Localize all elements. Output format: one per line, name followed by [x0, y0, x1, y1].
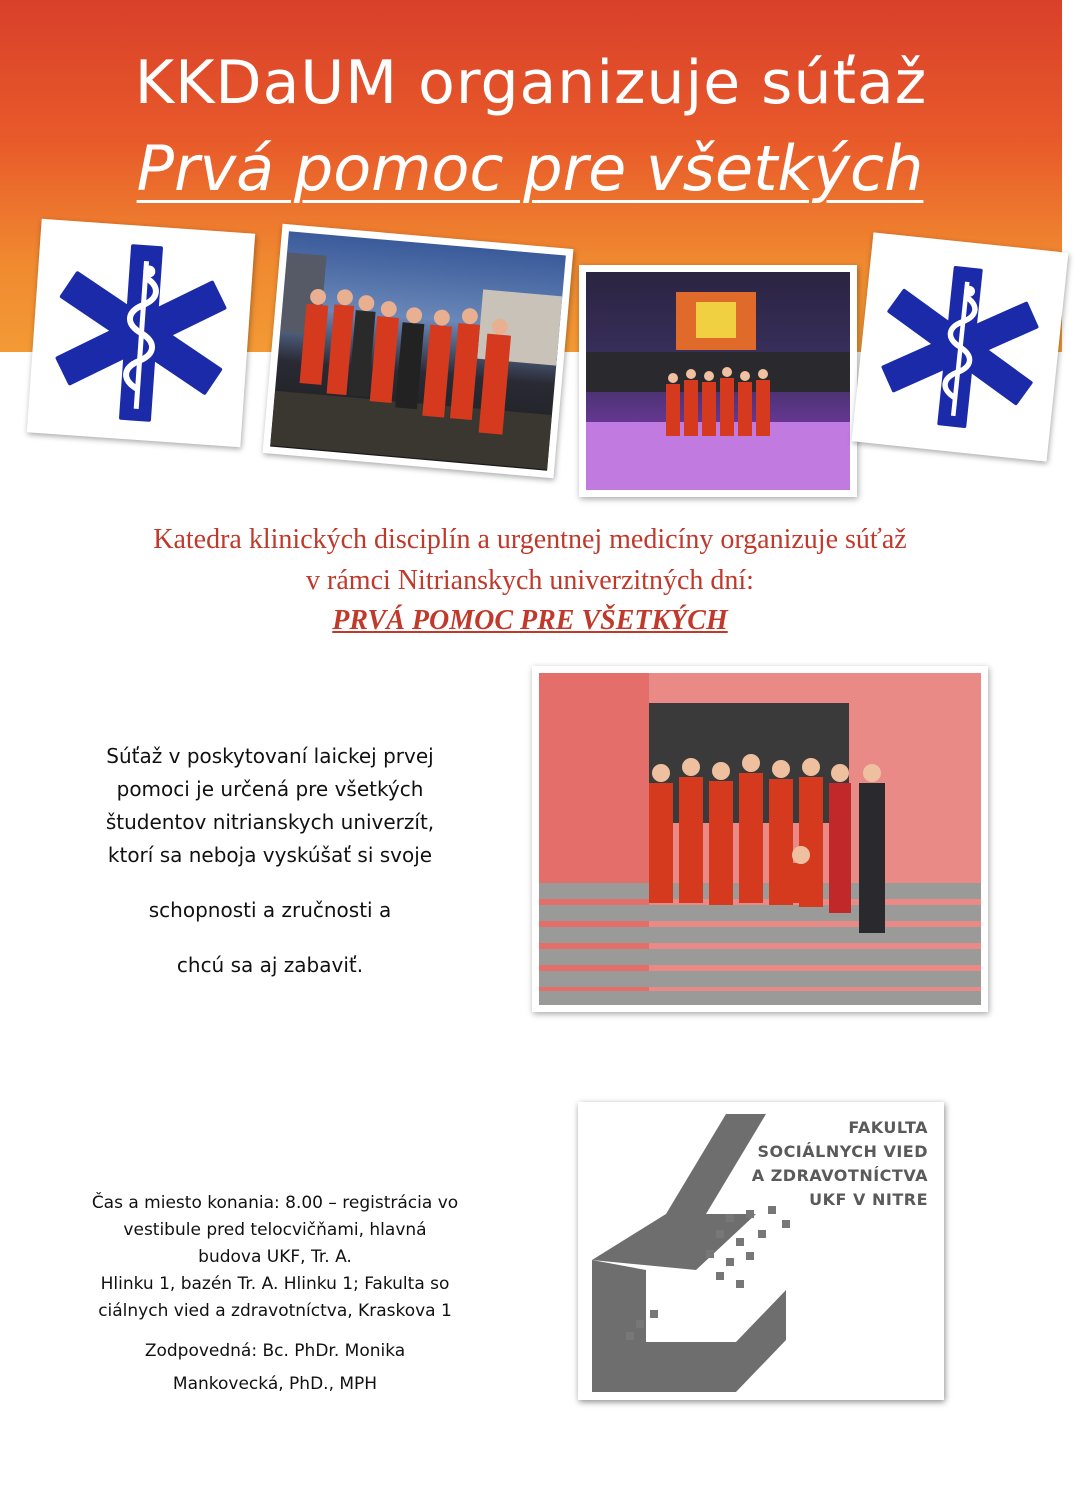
- faculty-name: [752, 1116, 928, 1212]
- description-line: chcú sa aj zabaviť.: [176, 953, 364, 977]
- group-photo-stairs-frame: [532, 666, 988, 1012]
- group-photo-outdoor: [263, 224, 574, 479]
- description-line: študentov nitrianskych univerzít,: [105, 810, 435, 834]
- star-of-life-icon: [34, 226, 247, 439]
- intro-text: [40, 520, 1020, 642]
- group-photo-stage-frame: [579, 265, 857, 497]
- group-photo-outdoor-night: [270, 231, 566, 470]
- details-line: ciálnych vied a zdravotníctva, Kraskova 1: [98, 1301, 452, 1321]
- group-photo-stage: [586, 272, 850, 490]
- star-of-life-icon: [859, 240, 1060, 454]
- faculty-logo: [578, 1102, 944, 1400]
- faculty-name-line: UKF V NITRE: [809, 1190, 928, 1209]
- details-line: budova UKF, Tr. A.: [198, 1247, 352, 1267]
- group-photo-stairs: [539, 673, 981, 1005]
- page-title: KKDaUM organizuje súťaž: [134, 48, 928, 118]
- description-line: ktorí sa neboja vyskúšať si svoje: [107, 843, 433, 867]
- faculty-name-line: SOCIÁLNYCH VIED: [757, 1142, 928, 1161]
- page-subtitle: Prvá pomoc pre všetkých: [136, 132, 924, 205]
- intro-line-2: v rámci Nitrianskych univerzitných dní:: [306, 564, 754, 596]
- intro-line-1: Katedra klinických disciplín a urgentnej medicíny organizuje súťaž: [153, 524, 907, 555]
- details-line: Čas a miesto konania: 8.00 – registrácia vo: [91, 1193, 459, 1213]
- star-of-life-card-right: [852, 232, 1069, 461]
- responsible-person-cont: Mankovecká, PhD., MPH: [172, 1374, 378, 1394]
- details-line: vestibule pred telocvičňami, hlavná: [123, 1220, 427, 1240]
- star-of-life-card-left: [27, 219, 255, 447]
- event-details: [60, 1190, 490, 1401]
- intro-subtitle: PRVÁ POMOC PRE VŠETKÝCH: [332, 605, 728, 637]
- faculty-name-line: FAKULTA: [848, 1118, 928, 1137]
- page-margin: [1062, 0, 1088, 1500]
- faculty-name-line: A ZDRAVOTNÍCTVA: [751, 1166, 928, 1185]
- details-line: Hlinku 1, bazén Tr. A. Hlinku 1; Fakulta so: [100, 1274, 450, 1294]
- description-line: pomoci je určená pre všetkých: [116, 777, 424, 801]
- responsible-person: Zodpovedná: Bc. PhDr. Monika: [144, 1341, 406, 1361]
- description: [60, 740, 480, 982]
- description-line: schopnosti a zručnosti a: [148, 898, 392, 922]
- description-line: Súťaž v poskytovaní laickej prvej: [106, 744, 434, 768]
